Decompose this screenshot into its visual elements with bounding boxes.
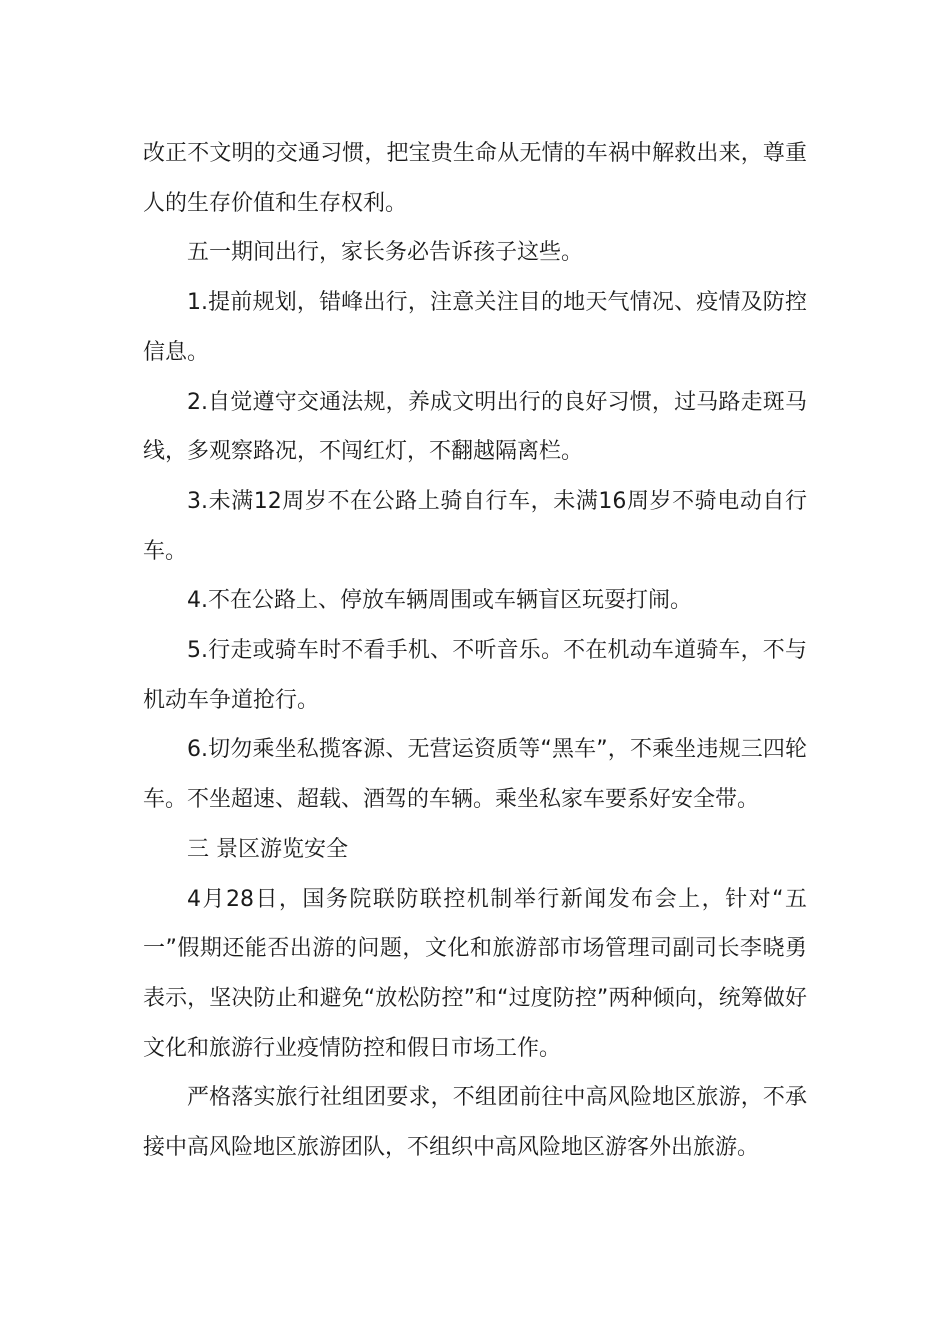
list-item-2: 2.自觉遵守交通法规，养成文明出行的良好习惯，过马路走斑马线，多观察路况，不闯红灯，不翻越隔离栏。	[143, 389, 807, 465]
list-item-5: 5.行走或骑车时不看手机、不听音乐。不在机动车道骑车，不与机动车争道抢行。	[143, 638, 807, 713]
list-item-6: 6.切勿乘坐私揽客源、无营运资质等“黑车”，不乘坐违规三四轮车。不坐超速、超载、酒驾的车辆。乘坐私家车要系好安全带。	[143, 737, 807, 813]
section-heading: 三 景区游览安全	[187, 836, 348, 862]
list-item-3: 3.未满12周岁不在公路上骑自行车，未满16周岁不骑电动自行车。	[143, 488, 807, 564]
list-item-1: 1.提前规划，错峰出行，注意关注目的地天气情况、疫情及防控信息。	[143, 290, 807, 365]
paragraph-intro: 五一期间出行，家长务必告诉孩子这些。	[187, 240, 584, 266]
document-body	[143, 129, 807, 1173]
paragraph-travel-agency: 严格落实旅行社组团要求，不组团前往中高风险地区旅游，不承接中高风险地区旅游团队，不组织中高风险地区游客外出旅游。	[143, 1085, 807, 1161]
paragraph-press-conference: 4月28日，国务院联防联控机制举行新闻发布会上，针对“五一”假期还能否出游的问题，文化和旅游部市场管理司副司长李晓勇表示，坚决防止和避免“放松防控”和“过度防控”两种倾向，统筹做好文化和旅游行业疫情防控和假日市场工作。	[143, 886, 807, 1061]
paragraph-continuation: 改正不文明的交通习惯，把宝贵生命从无情的车祸中解救出来，尊重人的生存价值和生存权利。	[143, 141, 807, 216]
list-item-4: 4.不在公路上、停放车辆周围或车辆盲区玩耍打闹。	[187, 588, 692, 614]
